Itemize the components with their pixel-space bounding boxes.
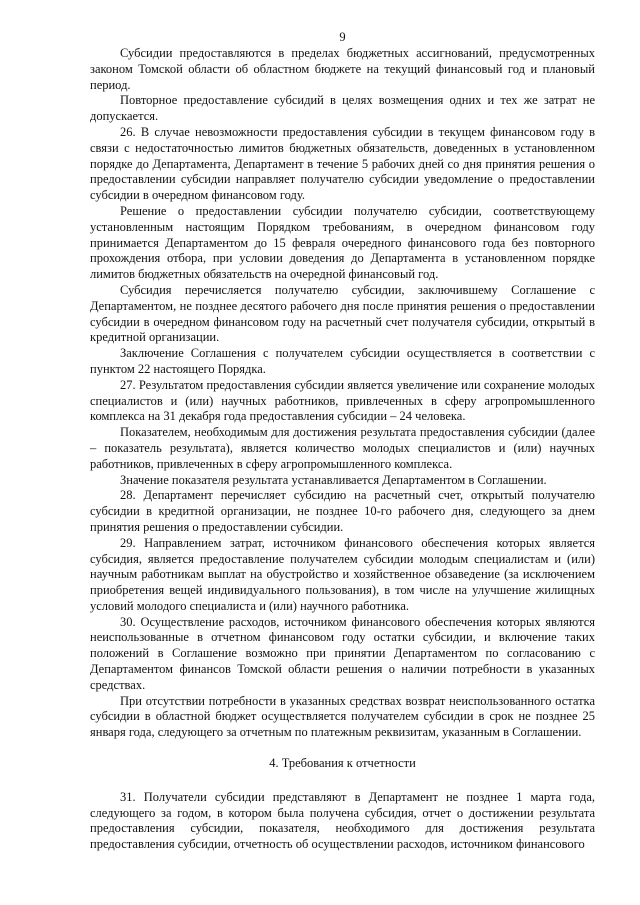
page-number: 9	[339, 30, 346, 44]
document-body	[90, 46, 595, 853]
paragraph: Показателем, необходимым для достижения результата предоставления субсидии (далее – показатель результата), является количество молодых специалистов и (или) научных работников, привлеченных в сферу агропромышленного комплекса.	[90, 425, 595, 471]
paragraph: Значение показателя результата устанавливается Департаментом в Соглашении.	[120, 472, 547, 487]
section-heading: 4. Требования к отчетности	[269, 756, 416, 771]
paragraph: Субсидии предоставляются в пределах бюджетных ассигнований, предусмотренных законом Томской области об областном бюджете на текущий финансовый год и плановый период.	[90, 46, 595, 92]
paragraph-clause-28: 28. Департамент перечисляет субсидию на расчетный счет, открытый получателю субсидии в кредитной организации, не позднее 10-го рабочего дня, следующего за днем принятия решения о предоставлении субсидии.	[90, 488, 595, 534]
paragraph-clause-29: 29. Направлением затрат, источником финансового обеспечения которых является субсидия, является предоставление получателем субсидии молодым специалистам и (или) научным работникам выплат на обустройство и хозяйственное обзаведение (за исключением приобретения вещей индивидуального пользования), в том числе на улучшение жилищных условий молодого специалиста и (или) научного работника.	[90, 535, 595, 613]
paragraph: Повторное предоставление субсидий в целях возмещения одних и тех же затрат не допускается.	[90, 93, 595, 124]
paragraph: При отсутствии потребности в указанных средствах возврат неиспользованного остатка субсидии в областной бюджет осуществляется получателем субсидии в срок не позднее 25 января года, следующего за отчетным по платежным реквизитам, указанным в Соглашении.	[90, 693, 595, 740]
paragraph-clause-26: 26. В случае невозможности предоставления субсидии в текущем финансовом году в связи с недостаточностью лимитов бюджетных обязательств, доведенных в установленном порядке до Департамента, Департамент в течение 5 рабочих дней со дня принятия решения о предоставлении субсидии направляет получателю субсидии уведомление о предоставлении субсидии в очередном финансовом году.	[90, 124, 595, 203]
paragraph-clause-27: 27. Результатом предоставления субсидии является увеличение или сохранение молодых специалистов и (или) научных работников, привлеченных в сферу агропромышленного комплекса на 31 декабря года предоставления субсидии – 24 человека.	[90, 377, 595, 424]
paragraph-clause-31: 31. Получатели субсидии представляют в Департамент не позднее 1 марта года, следующего за годом, в котором была получена субсидия, отчет о достижении результата предоставления субсидии, показателя, необходимого для достижения результата предоставления субсидии, отчетность об осуществлении расходов, источником финансового	[90, 789, 595, 852]
paragraph-clause-30: 30. Осуществление расходов, источником финансового обеспечения которых являются неиспользованные в отчетном финансовом году остатки субсидии, и включение таких положений в Соглашение возможно при принятии Департаментом по согласованию с Департаментом финансов Томской области решения о наличии потребности в указанных средствах.	[90, 614, 595, 692]
paragraph: Решение о предоставлении субсидии получателю субсидии, соответствующему установленным настоящим Порядком требованиям, в очередном финансовом году принимается Департаментом до 15 февраля очередного финансового года без повторного прохождения отбора, при условии доведения до Департамента в установленном порядке лимитов бюджетных обязательств на очередной финансовый год.	[90, 203, 595, 282]
paragraph: Заключение Соглашения с получателем субсидии осуществляется в соответствии с пунктом 22 настоящего Порядка.	[90, 346, 595, 376]
paragraph: Субсидия перечисляется получателю субсидии, заключившему Соглашение с Департаментом, не позднее десятого рабочего дня после принятия решения о предоставлении субсидии в очередном финансовом году на расчетный счет получателя субсидии, открытый в кредитной организации.	[90, 282, 595, 345]
